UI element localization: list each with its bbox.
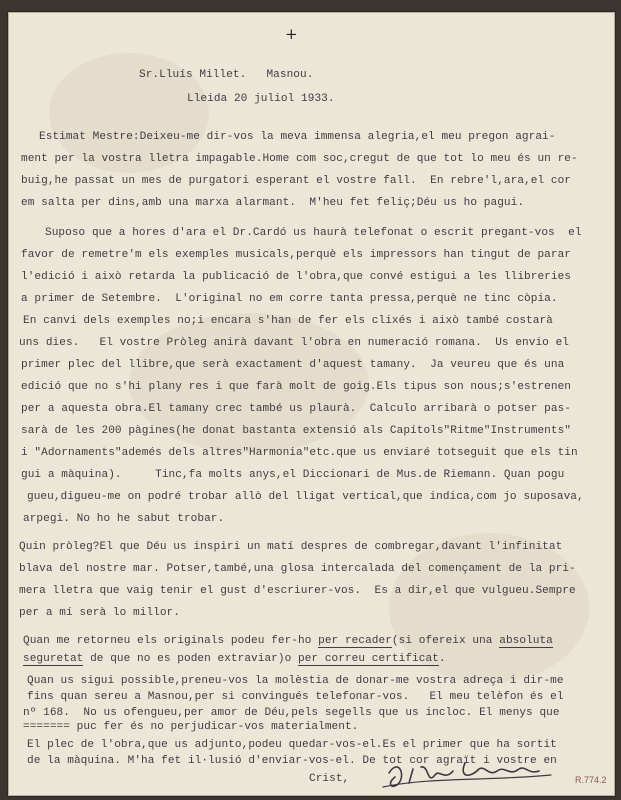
place: Masnou. (266, 69, 314, 81)
body-line: arpegi. No ho he sabut trobar. (23, 513, 225, 525)
body-line: per a aquesta obra.El tamany crec també us plaurà. Calculo arribarà o potser pas- (21, 403, 572, 415)
body-line: Suposo que a hores d'ara el Dr.Cardó us haurà telefonat o escrit pregant-vos el (45, 227, 582, 239)
body-line: seguretat de que no es poden extraviar)o per correu certificat. (23, 653, 446, 665)
body-line: favor de remetre'm els exemples musicals,perquè els impressors han tingut de parar (21, 249, 572, 261)
cross-mark: + (285, 25, 298, 43)
body-line: El plec de l'obra,que us adjunto,podeu quedar-vos-el.Es el primer que ha sortit (27, 739, 557, 751)
body-line: em salta per dins,amb una marxa alarmant. M'heu fet feliç;Déu us ho pagui. (21, 197, 525, 209)
underlined-phrase: seguretat (23, 653, 84, 665)
body-line: a primer de Setembre. L'original no em corre tanta pressa,perquè ne tinc còpia. (21, 293, 558, 305)
body-line: ======= puc fer és no perjudicar-vos materialment. (23, 721, 359, 733)
body-line: blava del nostre mar. Potser,també,una glosa intercalada del començament de la pri- (19, 563, 576, 575)
letter-page (8, 12, 615, 796)
underlined-phrase: absoluta (499, 635, 553, 647)
body-line: fins quan sereu a Masnou,per si convingués telefonar-vos. El meu telèfon és el (27, 691, 564, 703)
body-line: primer plec del llibre,que serà exactament d'aquest tamany. Ja veureu que és una (21, 359, 565, 371)
body-line: Crist, (309, 773, 350, 785)
signature-icon (369, 747, 559, 793)
archive-mark: R.774.2 (575, 775, 607, 785)
recipient-line (139, 69, 313, 82)
body-line: de la màquina. M'ha fet il·lusió d'enviar-vos-el. De tot cor agraït i vostre en (27, 755, 557, 767)
recipient: Sr.Lluís Millet. (139, 69, 247, 81)
body-line: ment per la vostra lletra impagable.Home com soc,cregut de que tot lo meu és un re- (21, 153, 578, 165)
body-line: Quan me retorneu els originals podeu fer-ho per recader(si ofereix una absoluta (23, 635, 553, 647)
body-line: Quin pròleg?El que Déu us inspiri un matí despres de combregar,davant l'infinitat (19, 541, 563, 553)
body-line: uns dies. El vostre Pròleg anirà davant l'obra en numeració romana. Us envio el (19, 337, 570, 349)
body-line: i "Adornaments"ademés dels altres"Harmonia"etc.que us enviaré totseguit que els tin (21, 447, 578, 459)
body-line: l'edició i això retarda la publicació de l'obra,que convé estigui a les llibreries (21, 271, 572, 283)
underlined-phrase: per recader (318, 635, 392, 647)
body-line: gui a màquina). Tinc,fa molts anys,el Diccionari de Mus.de Riemann. Quan pogu (21, 469, 565, 481)
body-line: En canvi dels exemples no;i encara s'han de fer els clixés i això també costarà (23, 315, 553, 327)
body-line: Estimat Mestre:Deixeu-me dir-vos la meva immensa alegria,el meu pregon agrai- (39, 131, 556, 143)
body-line: nº 168. No us ofengueu,per amor de Déu,pels segells que us incloc. El menys que (23, 707, 560, 719)
body-line: gueu,digueu-me on podré trobar allò del lligat vertical,que indica,com jo suposava, (27, 491, 584, 503)
body-line: buig,he passat un mes de purgatori esperant el vostre fall. En rebre'l,ara,el cor (21, 175, 572, 187)
body-line: Quan us sigui possible,preneu-vos la molèstia de donar-me vostra adreça i dir-me (27, 675, 564, 687)
body-line: per a mí serà lo millor. (19, 607, 180, 619)
body-line: edició que no s'hi plany res i que farà molt de goig.Els tipus son nous;s'estrenen (21, 381, 572, 393)
body-line: mera lletra que vaig tenir el gust d'escriurer-vos. Es a dir,el que vulgueu.Sempre (19, 585, 576, 597)
body-line: sarà de les 200 pàgines(he donat bastanta extensió als Capítols"Ritme"Instruments" (21, 425, 572, 437)
underlined-phrase: per correu certificat (298, 653, 439, 665)
date-line: Lleida 20 juliol 1933. (187, 93, 335, 105)
